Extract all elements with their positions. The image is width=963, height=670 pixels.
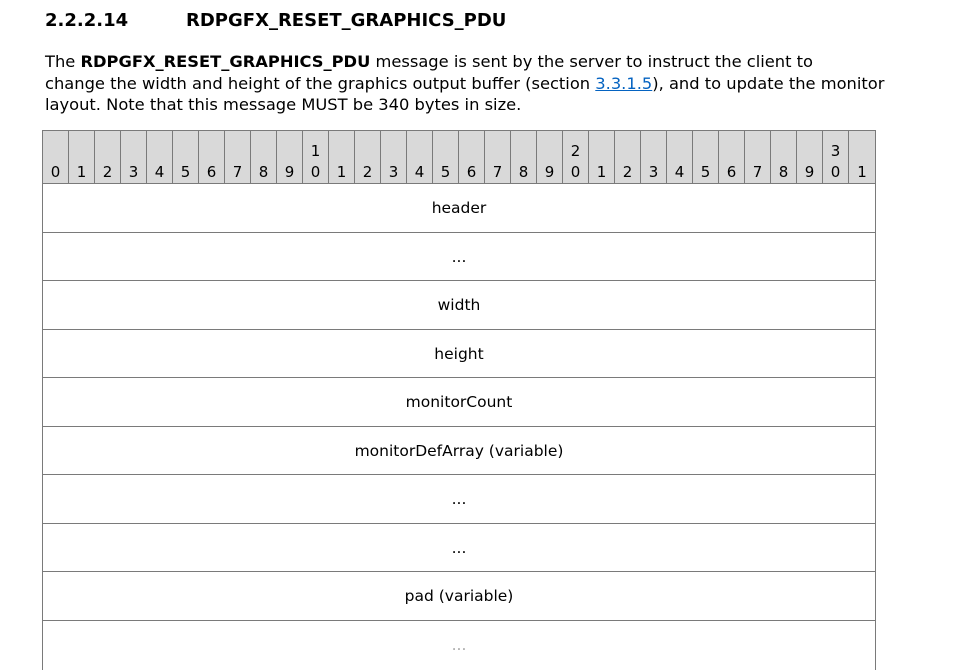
text-span: The [45, 52, 81, 71]
bit-ones-label: 7 [232, 163, 243, 181]
bit-cell [511, 131, 537, 183]
bit-cell [433, 131, 459, 183]
bit-cell [329, 131, 355, 183]
bit-cell [459, 131, 485, 183]
field-row: pad (variable) [43, 572, 875, 621]
field-row: width [43, 281, 875, 330]
bit-ones-label: 6 [206, 163, 217, 181]
bit-cell [225, 131, 251, 183]
description-line-1 [45, 51, 960, 73]
text-span: change the width and height of the graphics output buffer (section [45, 73, 596, 93]
bit-ones-label: 0 [50, 163, 61, 181]
bit-cell [95, 131, 121, 183]
field-row: header [43, 184, 875, 233]
bit-ones-label: 9 [804, 163, 815, 181]
bit-tens-label: 2 [570, 142, 581, 160]
bit-cell [381, 131, 407, 183]
text-span: ), and to update the monitor [652, 73, 885, 93]
bit-ones-label: 8 [518, 163, 529, 181]
description-line-2 [45, 73, 960, 95]
bit-cell [797, 131, 823, 183]
bit-cell [147, 131, 173, 183]
bit-cell [589, 131, 615, 183]
bit-ones-label: 1 [76, 163, 87, 181]
bit-ones-label: 6 [466, 163, 477, 181]
bit-cell [277, 131, 303, 183]
bit-ones-label: 5 [180, 163, 191, 181]
bit-cell [407, 131, 433, 183]
bit-tens-label: 1 [310, 142, 321, 160]
bit-cell [199, 131, 225, 183]
field-row: monitorCount [43, 378, 875, 427]
pdu-name-bold: RDPGFX_RESET_GRAPHICS_PDU [80, 52, 371, 71]
bit-ones-label: 0 [570, 163, 581, 181]
bit-cell [537, 131, 563, 183]
field-row: ... [451, 635, 467, 654]
bit-cell [615, 131, 641, 183]
section-number: 2.2.2.14 [45, 10, 129, 31]
bit-ones-label: 3 [648, 163, 659, 181]
bit-cell [303, 131, 329, 183]
text-span: message is sent by the server to instruct the client to [370, 52, 814, 71]
bit-cell [355, 131, 381, 183]
field-row: ... [43, 524, 875, 573]
field-row: monitorDefArray (variable) [43, 427, 875, 476]
field-row: height [43, 330, 875, 379]
packet-diagram [42, 130, 876, 670]
bit-ones-label: 0 [830, 163, 841, 181]
bit-ones-label: 3 [128, 163, 139, 181]
bit-ones-label: 6 [726, 163, 737, 181]
bit-ones-label: 1 [336, 163, 347, 181]
bit-ones-label: 9 [544, 163, 555, 181]
field-row: ... [43, 475, 875, 524]
bit-cell [693, 131, 719, 183]
bit-ones-label: 7 [752, 163, 763, 181]
bit-cell [43, 131, 69, 183]
bit-ones-label: 7 [492, 163, 503, 181]
bit-ones-label: 3 [388, 163, 399, 181]
bit-cell [69, 131, 95, 183]
section-title: RDPGFX_RESET_GRAPHICS_PDU [186, 10, 507, 31]
bit-cell [667, 131, 693, 183]
bit-cell [849, 131, 875, 183]
description-paragraph [45, 51, 960, 116]
bit-cell [771, 131, 797, 183]
bit-cell [745, 131, 771, 183]
bit-cell [173, 131, 199, 183]
bit-header-row [43, 130, 875, 184]
bit-ones-label: 8 [778, 163, 789, 181]
bit-ones-label: 2 [362, 163, 373, 181]
bit-ones-label: 5 [440, 163, 451, 181]
section-link[interactable]: 3.3.1.5 [595, 73, 653, 93]
bit-ones-label: 9 [284, 163, 295, 181]
bit-ones-label: 4 [674, 163, 685, 181]
bit-ones-label: 4 [414, 163, 425, 181]
bit-ones-label: 4 [154, 163, 165, 181]
bit-cell [823, 131, 849, 183]
bit-cell [251, 131, 277, 183]
field-row: ... [43, 233, 875, 282]
bit-cell [719, 131, 745, 183]
bit-cell [485, 131, 511, 183]
bit-ones-label: 2 [102, 163, 113, 181]
bit-ones-label: 2 [622, 163, 633, 181]
bit-ones-label: 0 [310, 163, 321, 181]
bit-cell [641, 131, 667, 183]
bit-cell [121, 131, 147, 183]
bit-ones-label: 1 [596, 163, 607, 181]
bit-cell [563, 131, 589, 183]
bit-ones-label: 1 [857, 163, 867, 181]
description-line-3: layout. Note that this message MUST be 340 bytes in size. [45, 95, 522, 114]
bit-tens-label: 3 [830, 142, 841, 160]
bit-ones-label: 5 [700, 163, 711, 181]
bit-ones-label: 8 [258, 163, 269, 181]
section-heading [45, 9, 945, 33]
